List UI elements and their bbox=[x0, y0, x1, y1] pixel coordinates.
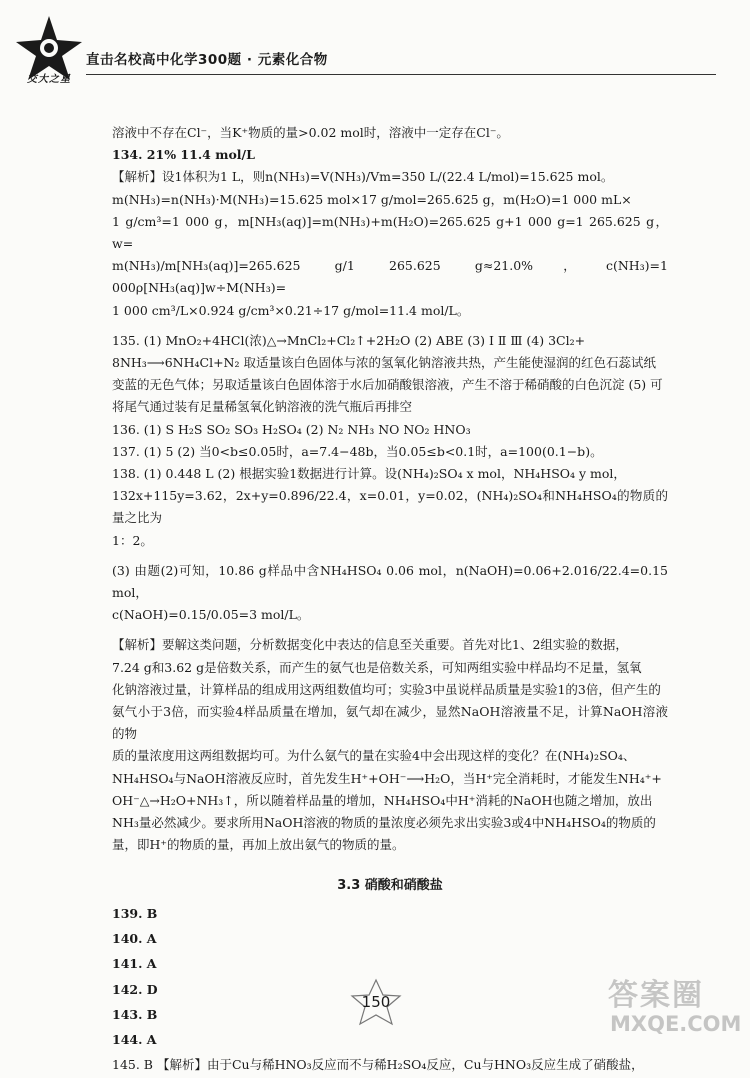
text-line: 变蓝的无色气体；另取适量该白色固体溶于水后加硝酸银溶液，产生不溶于稀硝酸的白色沉淀 (5) 可 bbox=[112, 377, 663, 393]
text-line: 【解析】设1体积为1 L，则n(NH₃)=V(NH₃)/Vm=350 L/(22.4 L/mol)=15.625 mol。 bbox=[112, 169, 614, 185]
text-line: 1 000 cm³/L×0.924 g/cm³×0.21÷17 g/mol=11.4 mol/L。 bbox=[112, 302, 470, 318]
page-header bbox=[0, 0, 750, 92]
text-line: (3) 由题(2)可知，10.86 g样品中含NH₄HSO₄ 0.06 mol，n(NaOH)=0.06+2.016/22.4=0.15 mol， bbox=[112, 562, 668, 601]
answer-135: 135. (1) MnO₂+4HCl(浓)△→MnCl₂+Cl₂↑+2H₂O (2) ABE (3) Ⅰ Ⅱ Ⅲ (4) 3Cl₂+ bbox=[112, 332, 586, 348]
answer-136: 136. (1) S H₂S SO₂ SO₃ H₂SO₄ (2) N₂ NH₃ NO NO₂ HNO₃ bbox=[112, 421, 471, 437]
text-line: NH₃量必然减少。要求所用NaOH溶液的物质的量浓度必须先求出实验3或4中NH₄HSO₄的物质的 bbox=[112, 815, 656, 831]
text-line: 量，即H⁺的物质的量，再加上放出氨气的物质的量。 bbox=[112, 837, 405, 853]
text-line: 1 g/cm³=1 000 g，m[NH₃(aq)]=m(NH₃)+m(H₂O)=265.625 g+1 000 g=1 265.625 g，w= bbox=[112, 213, 668, 252]
text-line: 质的量浓度用这两组数据均可。为什么氨气的量在实验4中会出现这样的变化？在(NH₄)₂SO₄、 bbox=[112, 748, 636, 764]
answer-141: 141. A bbox=[112, 956, 157, 972]
answer-138: 138. (1) 0.448 L (2) 根据实验1数据进行计算。设(NH₄)₂SO₄ x mol，NH₄HSO₄ y mol， bbox=[112, 466, 626, 482]
text-line: 溶液中不存在Cl⁻，当K⁺物质的量>0.02 mol时，溶液中一定存在Cl⁻。 bbox=[112, 125, 509, 140]
text-line: 氨气小于3倍，而实验4样品质量在增加，氨气却在减少，显然NaOH溶液量不足，计算NaOH溶液的物 bbox=[112, 704, 668, 742]
watermark-bottom: MXQE.COM bbox=[610, 1012, 742, 1036]
answer-140: 140. A bbox=[112, 931, 157, 946]
logo-text: 交大之星 bbox=[27, 74, 71, 85]
text-line: m(NH₃)=n(NH₃)·M(NH₃)=15.625 mol×17 g/mol=265.625 g，m(H₂O)=1 000 mL× bbox=[112, 191, 632, 207]
text-line: 化钠溶液过量，计算样品的组成用这两组数值均可；实验3中虽说样品质量是实验1的3倍，但产生的 bbox=[112, 681, 661, 697]
section-title: 3.3 硝酸和硝酸盐 bbox=[337, 877, 443, 893]
text-line: NH₄HSO₄与NaOH溶液反应时，首先发生H⁺+OH⁻⟶H₂O，当H⁺完全消耗时，才能发生NH₄⁺+ bbox=[112, 770, 662, 786]
answer-145: 145. B 【解析】由于Cu与稀HNO₃反应而不与稀H₂SO₄反应，Cu与HNO₃反应生成了硝酸盐， bbox=[112, 1057, 644, 1073]
answer-139: 139. B bbox=[112, 905, 158, 921]
page-number-text: 150 bbox=[361, 993, 391, 1011]
text-line: 将尾气通过装有足量稀氢氧化钠溶液的洗气瓶后再排空 bbox=[112, 399, 413, 415]
book-title: 直击名校高中化学300题 · 元素化合物 bbox=[86, 52, 328, 68]
text-line: 8NH₃⟶6NH₄Cl+N₂ 取适量该白色固体与浓的氢氧化钠溶液共热，产生能使湿润的红色石蕊试纸 bbox=[112, 355, 656, 371]
header-divider bbox=[86, 74, 716, 75]
answer-142: 142. D bbox=[112, 981, 158, 997]
watermark bbox=[600, 968, 750, 1044]
text-line: 1：2。 bbox=[112, 532, 153, 548]
analysis-line: 【解析】要解这类问题，分析数据变化中表达的信息至关重要。首先对比1、2组实验的数据， bbox=[112, 637, 628, 653]
page-number bbox=[336, 978, 416, 1028]
text-line: 7.24 g和3.62 g是倍数关系，而产生的氨气也是倍数关系，可知两组实验中样品均不足量，氢氧 bbox=[112, 659, 642, 675]
text-line: c(NaOH)=0.15/0.05=3 mol/L。 bbox=[112, 607, 310, 623]
answer-143: 143. B bbox=[112, 1006, 158, 1022]
answer-137: 137. (1) 5 (2) 当0<b≤0.05时，a=7.4−48b，当0.05≤b<0.1时，a=100(0.1−b)。 bbox=[112, 443, 603, 459]
text-line: OH⁻△→H₂O+NH₃↑，所以随着样品量的增加，NH₄HSO₄中H⁺消耗的NaOH也随之增加，放出 bbox=[112, 792, 653, 808]
page-content bbox=[112, 122, 668, 1078]
text-line: m(NH₃)/m[NH₃(aq)]=265.625 g/1 265.625 g≈21.0%，c(NH₃)=1 000ρ[NH₃(aq)]w÷M(NH₃)= bbox=[112, 258, 668, 296]
text-line: 132x+115y=3.62，2x+y=0.896/22.4，x=0.01，y=0.02，(NH₄)₂SO₄和NH₄HSO₄的物质的量之比为 bbox=[112, 488, 668, 526]
answer-144: 144. A bbox=[112, 1032, 157, 1048]
answer-134: 134. 21% 11.4 mol/L bbox=[112, 147, 255, 163]
watermark-top: 答案圈 bbox=[608, 978, 704, 1013]
